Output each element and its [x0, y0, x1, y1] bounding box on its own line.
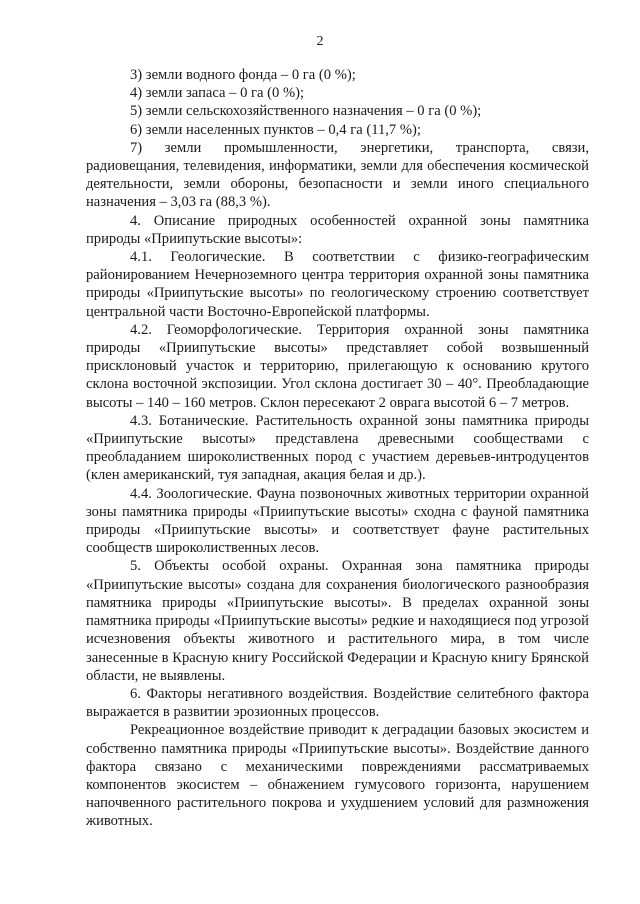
paragraph-land-settlements: 6) земли населенных пунктов – 0,4 га (11,7 %);	[130, 121, 421, 138]
paragraph-land-reserve: 4) земли запаса – 0 га (0 %);	[130, 85, 305, 102]
paragraph-protected-objects: 5. Объекты особой охраны. Охранная зона памятника природы «Приипутьские высоты» создана для сохранения биологического разнообразия памятника природы «Приипутьские высоты». В пределах охранной зоны памятника природы «Приипутьские высоты» редкие и находящиеся под угрозой исчезновения объекты животного и растительного мира, в том числе занесенные в Красную книгу Российской Федерации и Красную книгу Брянской области, не выявлены.	[86, 558, 589, 684]
paragraph-recreational-impact: Рекреационное воздействие приводит к деградации базовых экосистем и собственно памятника природы «Приипутьские высоты». Воздействие данного фактора связано с механическими повреждениями рассматриваемых компонентов экосистем – обнажением гумусового горизонта, нарушением напочвенного растительного покрова и ухудшением условий для размножения животных.	[86, 722, 589, 830]
page-number: 2	[316, 34, 324, 49]
paragraph-geological: 4.1. Геологические. В соответствии с физико-географическим районированием Нечерноземного центра территория охранной зоны памятника природы «Приипутьские высоты» по геологическому строению соответствует центральной части Восточно-Европейской платформы.	[86, 249, 589, 320]
paragraph-land-industry: 7) земли промышленности, энергетики, транспорта, связи, радиовещания, телевидения, информатики, земли для обеспечения космической деятельности, земли обороны, безопасности и земли иного специального назначения – 3,03 га (88,3 %).	[86, 139, 589, 211]
paragraph-botanical: 4.3. Ботанические. Растительность охранной зоны памятника природы «Приипутьские высоты» представлена древесными сообществами с преобладанием широколиственных пород с участием деревьев-интродуцентов (клен американский, туя западная, акация белая и др.).	[86, 412, 589, 484]
paragraph-geomorphological: 4.2. Геоморфологические. Территория охранной зоны памятника природы «Приипутьские высоты» представляет собой возвышенный присклоновый участок и территорию, прилегающую к основанию крутого склона восточной экспозиции. Угол склона достигает 30 – 40°. Преобладающие высоты – 140 – 160 метров. Склон пересекают 2 оврага высотой 6 – 7 метров.	[86, 321, 589, 411]
paragraph-land-water-fund: 3) земли водного фонда – 0 га (0 %);	[130, 67, 356, 83]
paragraph-section-4-heading: 4. Описание природных особенностей охранной зоны памятника природы «Приипутьские высоты»:	[86, 212, 589, 247]
paragraph-negative-factors: 6. Факторы негативного воздействия. Воздействие селитебного фактора выражается в развитии эрозионных процессов.	[86, 685, 589, 721]
document-body	[86, 66, 589, 831]
paragraph-zoological: 4.4. Зоологические. Фауна позвоночных животных территории охранной зоны памятника природы «Приипутьские высоты» сходна с фауной памятника природы «Приипутьские высоты» и соответствует фауне растительных сообществ широколиственных лесов.	[86, 485, 589, 557]
paragraph-land-agricultural: 5) земли сельскохозяйственного назначения – 0 га (0 %);	[130, 103, 482, 120]
